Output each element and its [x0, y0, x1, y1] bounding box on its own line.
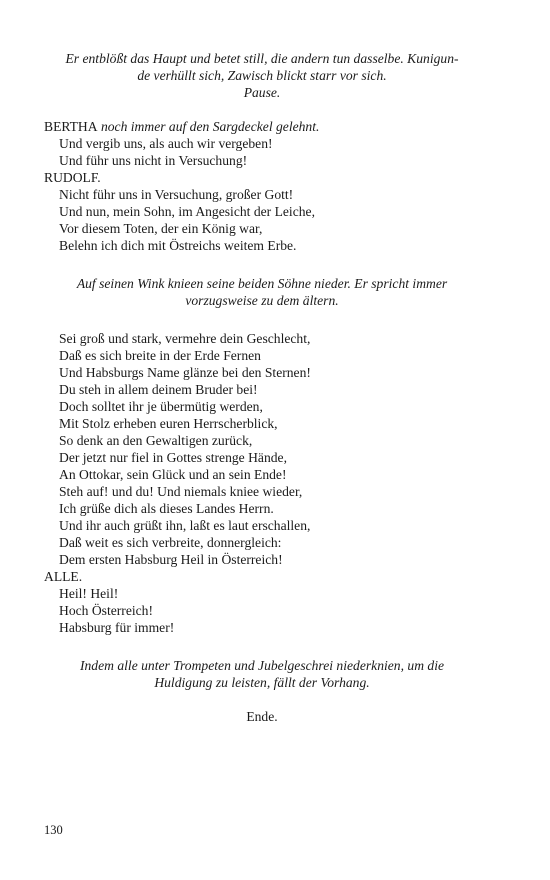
verse-line: Der jetzt nur fiel in Gottes strenge Hände, [59, 450, 287, 465]
speaker-alle [44, 568, 480, 585]
verse-line: Dem ersten Habsburg Heil in Österreich! [59, 552, 283, 567]
verse-line: So denk an den Gewaltigen zurück, [59, 433, 253, 448]
verse-line: Habsburg für immer! [59, 620, 175, 635]
verse-line: Und Habsburgs Name glänze bei den Sternen! [59, 365, 311, 380]
speaker-name: ALLE. [44, 569, 83, 584]
stage-line: Auf seinen Wink knieen seine beiden Söhne nieder. Er spricht immer [76, 276, 448, 291]
verse-line: Belehn ich dich mit Östreichs weitem Erbe. [59, 238, 297, 253]
end-marker: Ende. [246, 709, 278, 724]
speaker-name: BERTHA [44, 119, 98, 134]
verse-line: Vor diesem Toten, der ein König war, [59, 221, 263, 236]
verse-line: Und führ uns nicht in Versuchung! [59, 153, 248, 168]
stage-line: Huldigung zu leisten, fällt der Vorhang. [154, 675, 370, 690]
verse-line: Du steh in allem deinem Bruder bei! [59, 382, 258, 397]
speaker-direction: noch immer auf den Sargdeckel gelehnt. [97, 119, 320, 134]
verse-line: Sei groß und stark, vermehre dein Geschlecht, [59, 331, 311, 346]
stage-line: Pause. [243, 85, 281, 100]
verse-line: Hoch Österreich! [59, 603, 153, 618]
stage-line: Indem alle unter Trompeten und Jubelgeschrei niederknien, um die [79, 658, 445, 673]
verse-line: Steh auf! und du! Und niemals kniee wieder, [59, 484, 303, 499]
stage-direction-closing [44, 657, 480, 691]
verse-line: Und vergib uns, als auch wir vergeben! [59, 136, 273, 151]
stage-direction-kneel [44, 275, 480, 309]
verse-line: Daß es sich breite in der Erde Fernen [59, 348, 261, 363]
verse-line: Und nun, mein Sohn, im Angesicht der Leiche, [59, 204, 315, 219]
verse-line: Mit Stolz erheben euren Herrscherblick, [59, 416, 278, 431]
verse-line: Ich grüße dich als dieses Landes Herrn. [59, 501, 274, 516]
stage-line: Er entblößt das Haupt und betet still, die andern tun dasselbe. Kunigun- [65, 51, 459, 66]
document-page [44, 50, 480, 725]
stage-line: de verhüllt sich, Zawisch blickt starr vor sich. [137, 68, 387, 83]
verse-line: Daß weit es sich verbreite, donnergleich: [59, 535, 282, 550]
speaker-rudolf [44, 169, 480, 186]
speaker-bertha [44, 118, 480, 135]
page-number: 130 [44, 823, 63, 837]
verse-line: Und ihr auch grüßt ihn, laßt es laut erschallen, [59, 518, 311, 533]
verse-line: Nicht führ uns in Versuchung, großer Gott! [59, 187, 294, 202]
stage-direction-opening [44, 50, 480, 101]
verse-line: An Ottokar, sein Glück und an sein Ende! [59, 467, 287, 482]
verse-line: Heil! Heil! [59, 586, 119, 601]
verse-line: Doch solltet ihr je übermütig werden, [59, 399, 263, 414]
stage-line: vorzugsweise zu dem ältern. [185, 293, 339, 308]
speaker-name: RUDOLF. [44, 170, 101, 185]
